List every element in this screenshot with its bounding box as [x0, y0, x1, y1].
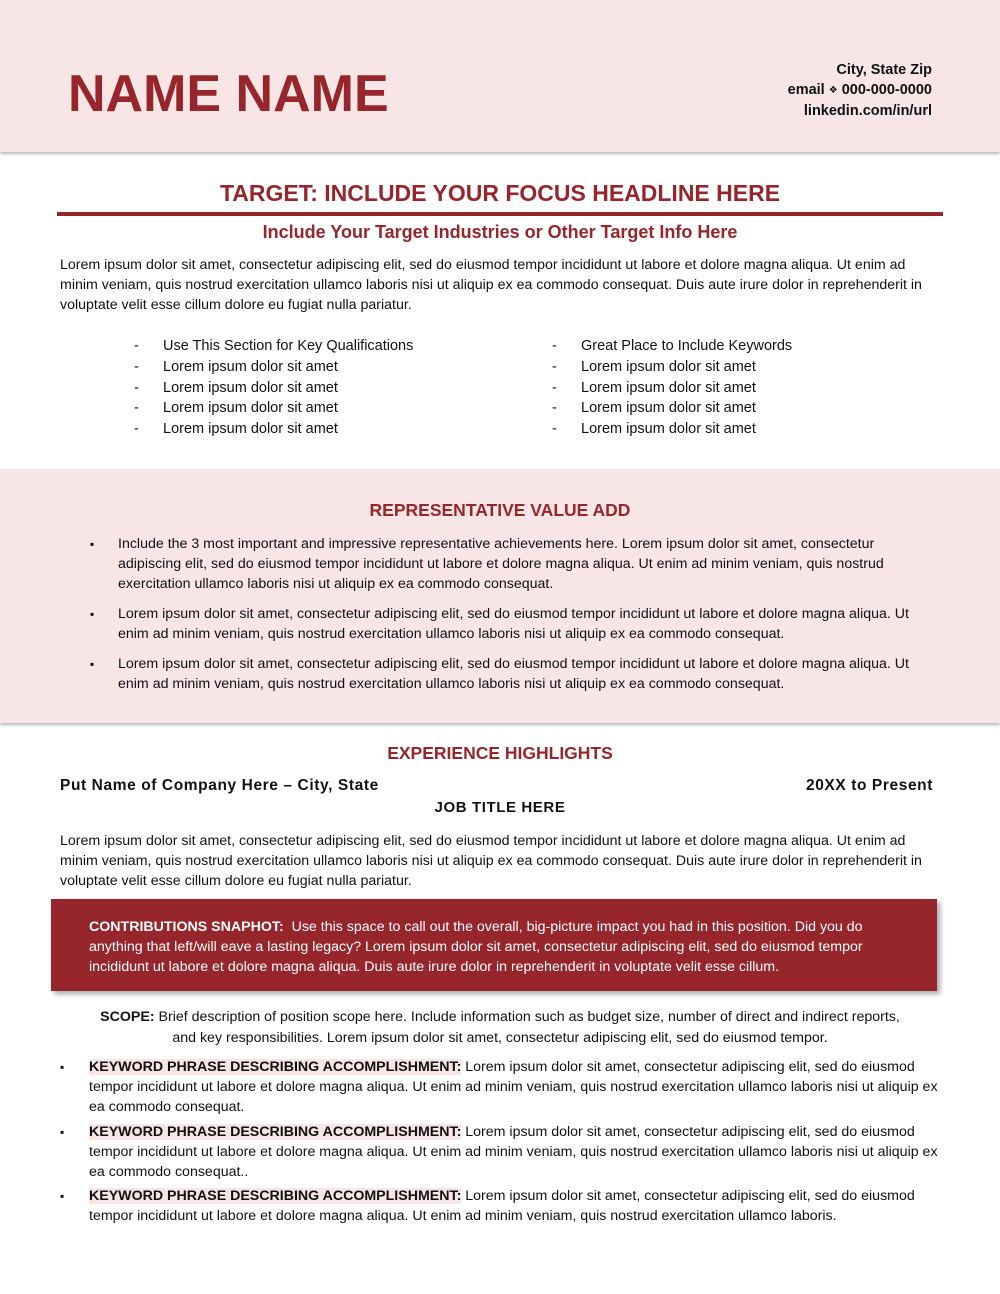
list-item: - Lorem ipsum dolor sit amet	[552, 419, 792, 440]
summary-paragraph: Lorem ipsum dolor sit amet, consectetur adipiscing elit, sed do eiusmod tempor incididunt ut labore et dolore magna aliqua. Ut enim ad minim veniam, quis nostrud exercitation ullamco laboris nisi ut aliquip ex ea commodo consequat. Duis aute irure dolor in reprehenderit in voluptate velit esse cillum dolore eu fugiat nulla pariatur.	[60, 257, 922, 313]
snapshot-text: Use this space to call out the overall, big-picture impact you had in this position. Did you do anything that left/will eave a lasting legacy? Lorem ipsum dolor sit amet, consectetur adipiscing elit, sed do eiusmod tempor incididunt ut labore et dolore magna aliqua. Duis aute irure dolor in reprehenderit in voluptate velit esse cillum.	[89, 919, 863, 975]
diamond-separator-icon: ❖	[828, 85, 838, 96]
contact-email-phone	[788, 80, 932, 101]
list-item: - Lorem ipsum dolor sit amet	[552, 398, 792, 419]
list-item	[60, 1122, 940, 1182]
contact-email[interactable]: email	[787, 82, 825, 98]
target-subheadline: Include Your Target Industries or Other Target Info Here	[262, 222, 738, 242]
accomplishment-text: Lorem ipsum dolor sit amet, consectetur adipiscing elit, sed do eiusmod tempor incididunt ut labore et dolore magna aliqua. Ut enim ad minim veniam, quis nostrud exercitation ullamco laboris nisi ut aliquip ex ea commodo consequat..	[89, 1123, 938, 1180]
contributions-snapshot-box	[51, 899, 937, 991]
header-band	[0, 0, 1000, 152]
scope-paragraph	[100, 1007, 900, 1048]
company-name: Put Name of Company Here – City, State	[60, 777, 379, 794]
snapshot-text-block	[89, 917, 907, 977]
accomplishment-keyword: KEYWORD PHRASE DESCRIBING ACCOMPLISHMENT:	[89, 1059, 462, 1075]
list-item	[60, 1186, 940, 1226]
employment-dates: 20XX to Present	[805, 777, 933, 794]
value-add-list	[90, 534, 940, 704]
snapshot-label: CONTRIBUTIONS SNAPHOT:	[89, 919, 284, 935]
list-item: ▪ Lorem ipsum dolor sit amet, consectetur adipiscing elit, sed do eiusmod tempor incididunt ut labore et dolore magna aliqua. Ut enim ad minim veniam, quis nostrud exercitation ullamco laboris nisi ut aliquip ex ea commodo consequat.	[90, 604, 940, 644]
list-item: - Lorem ipsum dolor sit amet	[134, 378, 413, 399]
list-item: ▪ Include the 3 most important and impressive representative achievements here. Lorem ipsum dolor sit amet, consectetur adipiscing elit, sed do eiusmod tempor incididunt ut labore et dolore magna aliqua. Ut enim ad minim veniam, quis nostrud exercitation ullamco laboris nisi ut aliquip ex ea commodo consequat.	[90, 534, 940, 594]
list-item: - Lorem ipsum dolor sit amet	[552, 378, 792, 399]
contact-block	[788, 60, 932, 121]
accomplishment-text: Lorem ipsum dolor sit amet, consectetur adipiscing elit, sed do eiusmod tempor incididunt ut labore et dolore magna aliqua. Ut enim ad minim veniam, quis nostrud exercitation ullamco laboris nisi ut aliquip ex ea commodo consequat.	[89, 1059, 938, 1115]
accomplishments-list	[60, 1057, 940, 1231]
job-description: Lorem ipsum dolor sit amet, consectetur adipiscing elit, sed do eiusmod tempor incididunt ut labore et dolore magna aliqua. Ut enim ad minim veniam, quis nostrud exercitation ullamco laboris nisi ut aliquip ex ea commodo consequat. Duis aute irure dolor in reprehenderit in voluptate velit esse cillum dolore eu fugiat nulla pariatur.	[60, 833, 922, 889]
scope-text: Brief description of position scope here. Include information such as budget size, number of direct and indirect reports, and key responsibilities. Lorem ipsum dolor sit amet, consectetur adipiscing elit, sed do eiusmod tempor.	[158, 1009, 900, 1046]
list-item: ▪ Lorem ipsum dolor sit amet, consectetur adipiscing elit, sed do eiusmod tempor incididunt ut labore et dolore magna aliqua. Ut enim ad minim veniam, quis nostrud exercitation ullamco laboris nisi ut aliquip ex ea commodo consequat.	[90, 654, 940, 694]
list-item	[60, 1057, 940, 1117]
list-item: - Lorem ipsum dolor sit amet	[134, 398, 413, 419]
list-item: - Use This Section for Key Qualifications	[134, 336, 413, 357]
job-title: JOB TITLE HERE	[434, 799, 566, 816]
accomplishment-keyword: KEYWORD PHRASE DESCRIBING ACCOMPLISHMENT:	[89, 1188, 462, 1204]
experience-title: EXPERIENCE HIGHLIGHTS	[387, 743, 613, 763]
qualifications-right-list	[552, 336, 792, 440]
contact-location: City, State Zip	[836, 62, 932, 78]
headline-divider	[57, 212, 943, 216]
accomplishment-keyword: KEYWORD PHRASE DESCRIBING ACCOMPLISHMENT:	[89, 1123, 462, 1140]
target-headline: TARGET: INCLUDE YOUR FOCUS HEADLINE HERE	[219, 180, 781, 206]
contact-phone: 000-000-0000	[841, 82, 932, 98]
list-item: - Lorem ipsum dolor sit amet	[134, 357, 413, 378]
list-item: - Lorem ipsum dolor sit amet	[552, 357, 792, 378]
list-item: - Great Place to Include Keywords	[552, 336, 792, 357]
contact-linkedin[interactable]: linkedin.com/in/url	[803, 103, 932, 119]
scope-label: SCOPE:	[100, 1009, 155, 1025]
list-item: - Lorem ipsum dolor sit amet	[134, 419, 413, 440]
accomplishment-text: Lorem ipsum dolor sit amet, consectetur adipiscing elit, sed do eiusmod tempor incididunt ut labore et dolore magna aliqua. Ut enim ad minim veniam, quis nostrud exercitation ullamco laboris.	[89, 1188, 915, 1224]
qualifications-left-list	[134, 336, 413, 440]
candidate-name: NAME NAME	[68, 65, 389, 123]
value-add-title: REPRESENTATIVE VALUE ADD	[369, 500, 631, 520]
